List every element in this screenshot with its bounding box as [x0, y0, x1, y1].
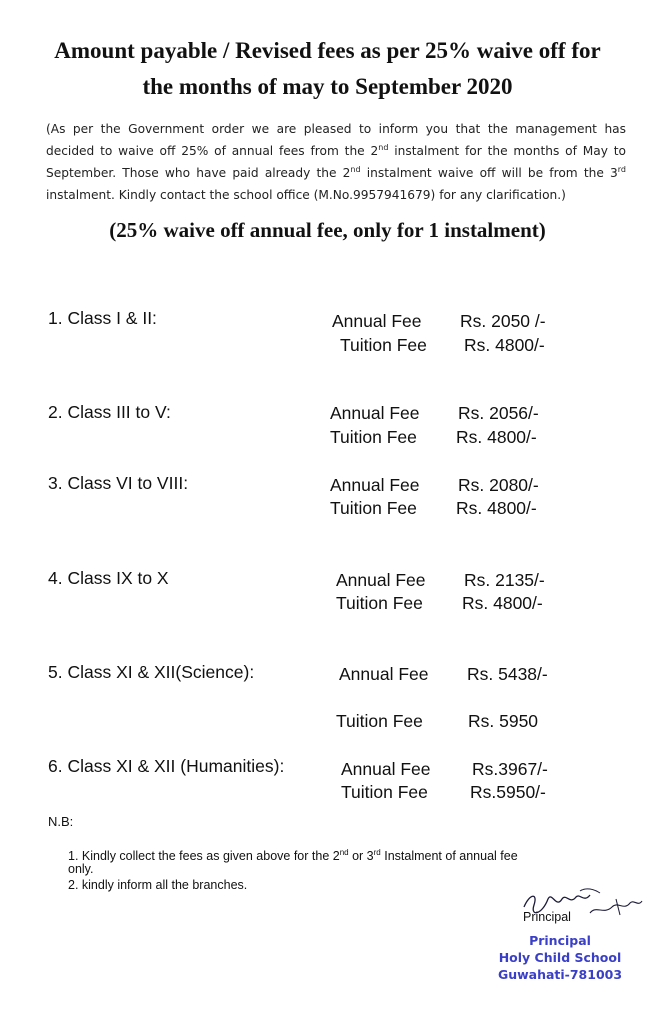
class-6-annual-value: Rs.3967/-	[472, 759, 548, 779]
class-5-annual-value: Rs. 5438/-	[467, 664, 548, 684]
class-6-label: 6. Class XI & XII (Humanities):	[48, 756, 285, 776]
note-1	[68, 845, 518, 864]
nb-label: N.B:	[48, 814, 74, 829]
class-2-annual-value: Rs. 2056/-	[458, 403, 539, 423]
class-4-tuition-value: Rs. 4800/-	[462, 593, 543, 613]
stamp-line-address: Guwahati-781003	[497, 967, 623, 982]
note-1-superscript: rd	[373, 848, 381, 857]
intro-text: instalment. Kindly contact the school office (M.No.9957941679) for any clarification.)	[46, 188, 566, 202]
class-4-tuition-label: Tuition Fee	[336, 593, 423, 613]
class-6-tuition-label: Tuition Fee	[341, 782, 428, 802]
principal-signature-label: Principal	[523, 910, 571, 924]
class-4-annual-label: Annual Fee	[336, 570, 426, 590]
class-6-tuition-value: Rs.5950/-	[470, 782, 546, 802]
class-1-annual-value: Rs. 2050 /-	[460, 311, 546, 331]
class-1-tuition-value: Rs. 4800/-	[464, 335, 545, 355]
intro-text: instalment for the months of May to September. Those who have paid already the 2	[46, 144, 626, 180]
stamp-line-school-name: Holy Child School	[498, 950, 622, 965]
class-5-tuition-label: Tuition Fee	[336, 711, 423, 731]
class-3-annual-value: Rs. 2080/-	[458, 475, 539, 495]
subheading: (25% waive off annual fee, only for 1 instalment)	[109, 218, 546, 242]
note-1-text: Instalment of annual fee	[380, 849, 518, 864]
intro-superscript: rd	[617, 164, 626, 174]
class-1-label: 1. Class I & II:	[48, 308, 157, 328]
class-4-annual-value: Rs. 2135/-	[464, 570, 545, 590]
class-2-label: 2. Class III to V:	[48, 402, 171, 422]
class-1-tuition-label: Tuition Fee	[340, 335, 427, 355]
note-1-text: 1. Kindly collect the fees as given above for the 2	[68, 849, 340, 864]
class-3-tuition-label: Tuition Fee	[330, 498, 417, 518]
class-3-label: 3. Class VI to VIII:	[48, 473, 189, 493]
note-1-text: or 3	[348, 849, 374, 864]
intro-superscript: nd	[350, 164, 361, 174]
page-title-line-1: Amount payable / Revised fees as per 25% waive off for	[54, 38, 601, 63]
class-2-tuition-value: Rs. 4800/-	[456, 427, 537, 447]
school-stamp	[480, 932, 640, 983]
class-2-tuition-label: Tuition Fee	[330, 427, 417, 447]
intro-text: instalment waive off will be from the 3	[360, 166, 618, 180]
class-3-tuition-value: Rs. 4800/-	[456, 498, 537, 518]
class-6-annual-label: Annual Fee	[341, 759, 431, 779]
class-2-annual-label: Annual Fee	[330, 403, 420, 423]
note-1-continued: only.	[68, 862, 94, 876]
stamp-line-principal: Principal	[529, 933, 591, 948]
class-5-tuition-value: Rs. 5950	[468, 711, 539, 731]
class-5-annual-label: Annual Fee	[339, 664, 429, 684]
class-1-annual-label: Annual Fee	[332, 311, 422, 331]
intro-superscript: nd	[378, 142, 389, 152]
class-3-annual-label: Annual Fee	[330, 475, 420, 495]
note-2: 2. kindly inform all the branches.	[68, 878, 248, 892]
intro-paragraph	[46, 118, 626, 206]
class-4-label: 4. Class IX to X	[48, 568, 169, 588]
class-5-label: 5. Class XI & XII(Science):	[48, 662, 255, 682]
note-1-superscript: nd	[339, 848, 349, 857]
intro-text: (As per the Government order we are pleased to inform you that the management has decided to waive off 25% of annual fees from the 2	[46, 122, 626, 158]
page-title-line-2: the months of may to September 2020	[142, 74, 513, 99]
